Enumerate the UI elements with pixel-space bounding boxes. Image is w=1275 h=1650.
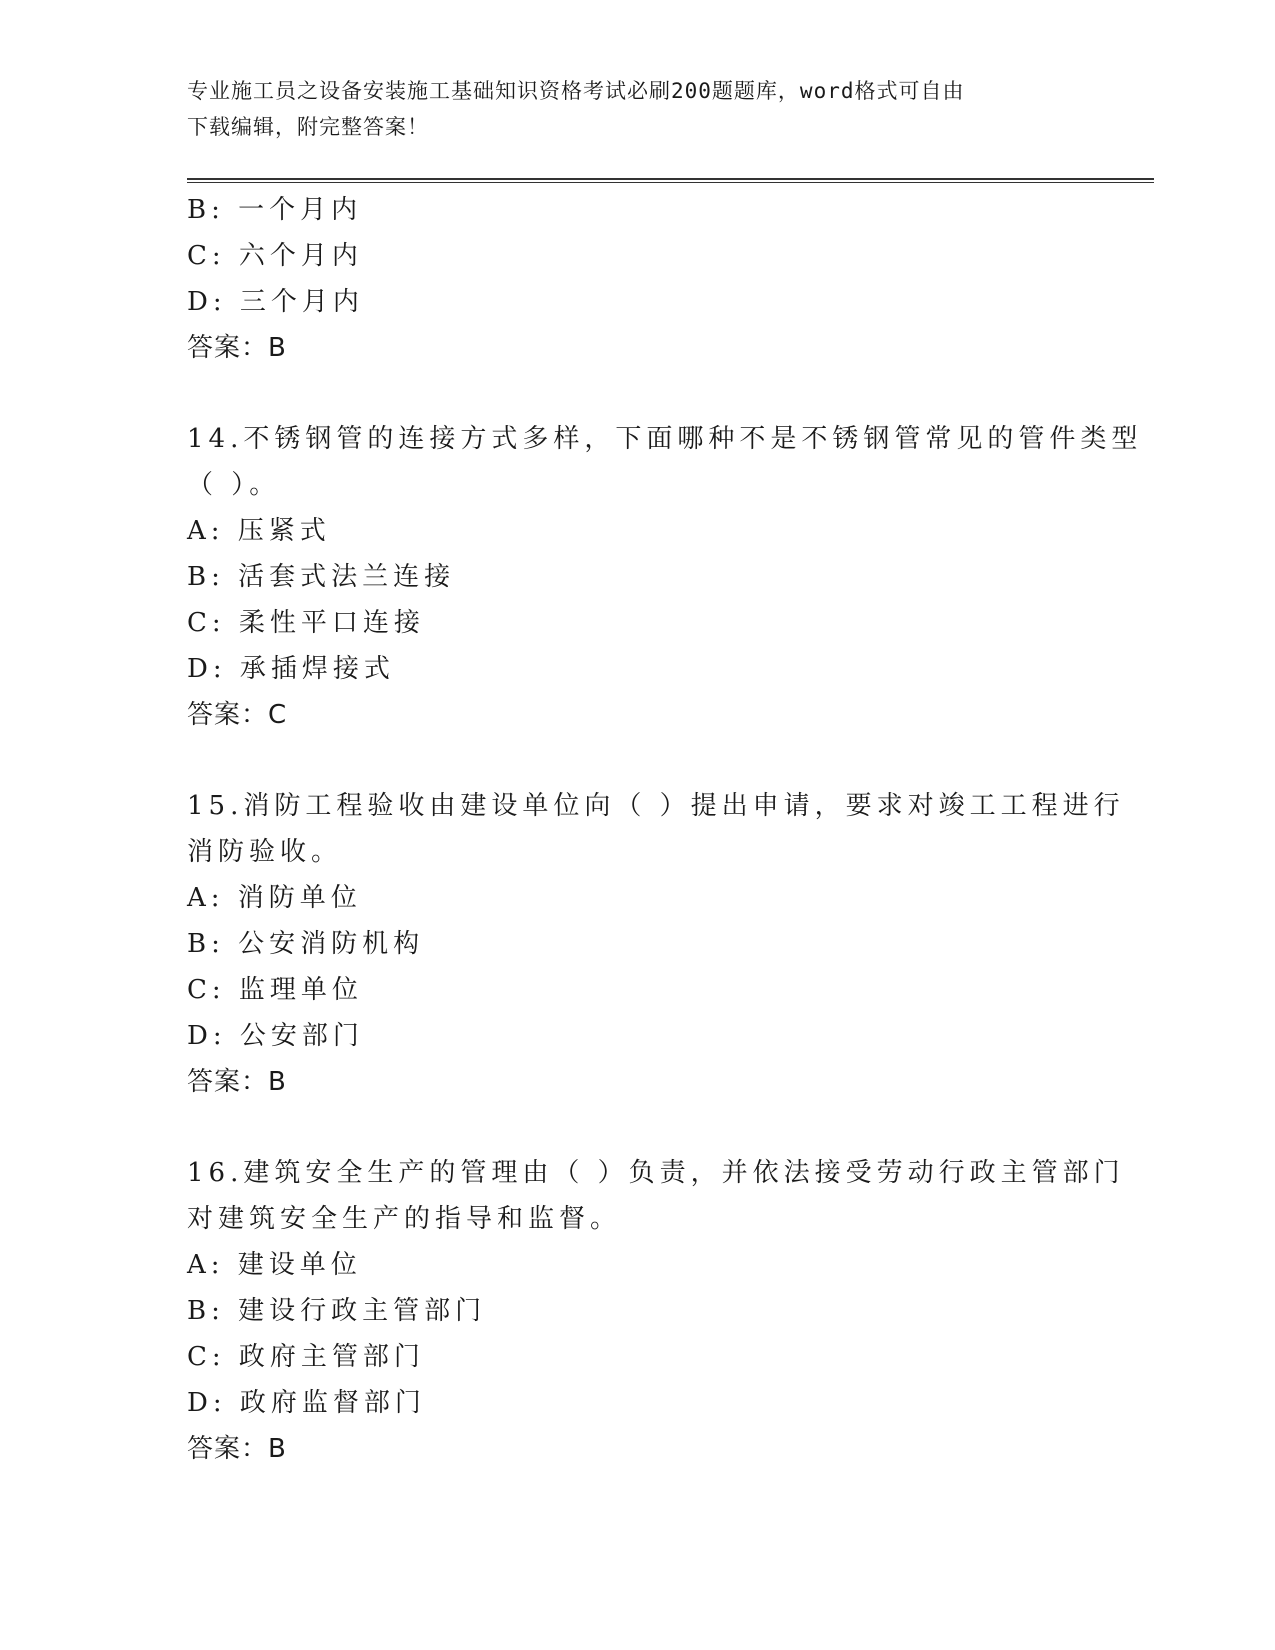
question-block-14 (187, 416, 1143, 738)
option-c: C: 六个月内 (187, 241, 363, 271)
question-block-15 (187, 783, 1125, 1105)
question-text-line-1: 14.不锈钢管的连接方式多样，下面哪种不是不锈钢管常见的管件类型 (187, 424, 1143, 454)
question-block-16 (187, 1150, 1125, 1472)
option-b: B: 公安消防机构 (187, 929, 425, 959)
option-a: A: 建设单位 (187, 1250, 362, 1280)
spacer (187, 371, 1087, 416)
question-text-line-1: 16.建筑安全生产的管理由（ ）负责，并依法接受劳动行政主管部门 (187, 1158, 1125, 1188)
answer-line: 答案：B (187, 1067, 287, 1097)
header-line-2: 下载编辑，附完整答案！ (187, 115, 429, 139)
option-a: A: 消防单位 (187, 883, 362, 913)
answer-line: 答案：B (187, 1434, 287, 1464)
option-d: D: 公安部门 (187, 1021, 364, 1051)
question-text-line-2: （ ）。 (187, 470, 281, 500)
spacer (187, 1105, 1087, 1150)
option-a: A: 压紧式 (187, 516, 331, 546)
question-text-line-1: 15.消防工程验收由建设单位向（ ）提出申请，要求对竣工工程进行 (187, 791, 1125, 821)
option-d: D: 政府监督部门 (187, 1388, 426, 1418)
question-text-line-2: 对建筑安全生产的指导和监督。 (187, 1204, 622, 1234)
option-c: C: 监理单位 (187, 975, 363, 1005)
question-text-line-2: 消防验收。 (187, 837, 343, 867)
header-line-1: 专业施工员之设备安装施工基础知识资格考试必刷200题题库，word格式可自由 (187, 79, 965, 103)
option-d: D: 承插焊接式 (187, 654, 395, 684)
header-divider (187, 178, 1154, 183)
previous-question-block (187, 187, 1087, 371)
answer-line: 答案：C (187, 700, 288, 730)
option-d: D: 三个月内 (187, 287, 364, 317)
option-b: B: 一个月内 (187, 195, 363, 225)
option-c: C: 柔性平口连接 (187, 608, 425, 638)
spacer (187, 738, 1087, 783)
answer-line: 答案：B (187, 333, 287, 363)
option-c: C: 政府主管部门 (187, 1342, 425, 1372)
option-b: B: 建设行政主管部门 (187, 1296, 487, 1326)
option-b: B: 活套式法兰连接 (187, 562, 456, 592)
page-header (187, 73, 1087, 145)
question-content (187, 187, 1143, 1472)
